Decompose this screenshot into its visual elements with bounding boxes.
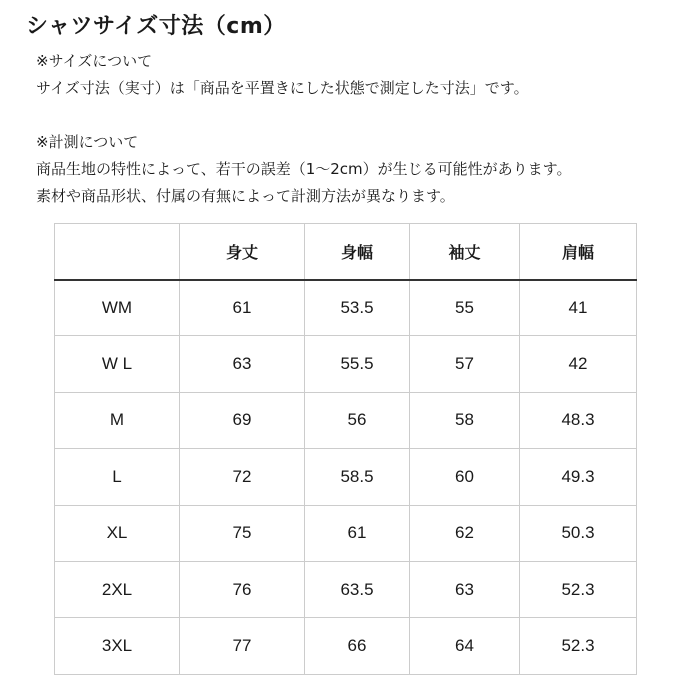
body-length-cell: 63 (180, 336, 305, 392)
size-note-heading: ※サイズについて (36, 52, 153, 70)
table-row (55, 336, 637, 392)
shoulder-width-cell: 48.3 (520, 392, 637, 448)
header-shoulder-width: 肩幅 (520, 224, 637, 280)
notes-section (36, 48, 686, 210)
size-label-cell: WM (55, 280, 180, 336)
body-width-cell: 53.5 (305, 280, 410, 336)
shoulder-width-cell: 49.3 (520, 449, 637, 505)
shoulder-width-cell: 41 (520, 280, 637, 336)
measure-note-text-2: 素材や商品形状、付属の有無によって計測方法が異なります。 (36, 187, 455, 205)
body-width-cell: 56 (305, 392, 410, 448)
sleeve-length-cell: 58 (410, 392, 520, 448)
shoulder-width-cell: 42 (520, 336, 637, 392)
table-header-row (55, 224, 637, 280)
body-length-cell: 61 (180, 280, 305, 336)
size-table (54, 223, 637, 675)
measure-note-heading: ※計測について (36, 133, 139, 151)
shoulder-width-cell: 52.3 (520, 561, 637, 617)
shoulder-width-cell: 50.3 (520, 505, 637, 561)
sleeve-length-cell: 60 (410, 449, 520, 505)
size-note-text: サイズ寸法（実寸）は「商品を平置きにした状態で測定した寸法」です。 (36, 79, 529, 97)
header-corner-cell (55, 224, 180, 280)
body-width-cell: 55.5 (305, 336, 410, 392)
table-row (55, 280, 637, 336)
size-label-cell: XL (55, 505, 180, 561)
page-title: シャツサイズ寸法（cm） (26, 14, 286, 39)
body-length-cell: 72 (180, 449, 305, 505)
spacer (36, 102, 686, 129)
table-row (55, 449, 637, 505)
size-label-cell: 3XL (55, 618, 180, 674)
table-row (55, 392, 637, 448)
body-length-cell: 75 (180, 505, 305, 561)
size-label-cell: W L (55, 336, 180, 392)
shoulder-width-cell: 52.3 (520, 618, 637, 674)
sleeve-length-cell: 62 (410, 505, 520, 561)
header-body-width: 身幅 (305, 224, 410, 280)
body-length-cell: 77 (180, 618, 305, 674)
size-label-cell: M (55, 392, 180, 448)
header-body-length: 身丈 (180, 224, 305, 280)
body-length-cell: 76 (180, 561, 305, 617)
body-width-cell: 58.5 (305, 449, 410, 505)
size-label-cell: L (55, 449, 180, 505)
sleeve-length-cell: 63 (410, 561, 520, 617)
sleeve-length-cell: 55 (410, 280, 520, 336)
sleeve-length-cell: 57 (410, 336, 520, 392)
table-row (55, 505, 637, 561)
body-width-cell: 66 (305, 618, 410, 674)
sleeve-length-cell: 64 (410, 618, 520, 674)
size-label-cell: 2XL (55, 561, 180, 617)
body-length-cell: 69 (180, 392, 305, 448)
body-width-cell: 63.5 (305, 561, 410, 617)
measure-note-text-1: 商品生地の特性によって、若干の誤差（1〜2cm）が生じる可能性があります。 (36, 160, 572, 178)
table-row (55, 618, 637, 674)
header-sleeve-length: 袖丈 (410, 224, 520, 280)
body-width-cell: 61 (305, 505, 410, 561)
table-row (55, 561, 637, 617)
